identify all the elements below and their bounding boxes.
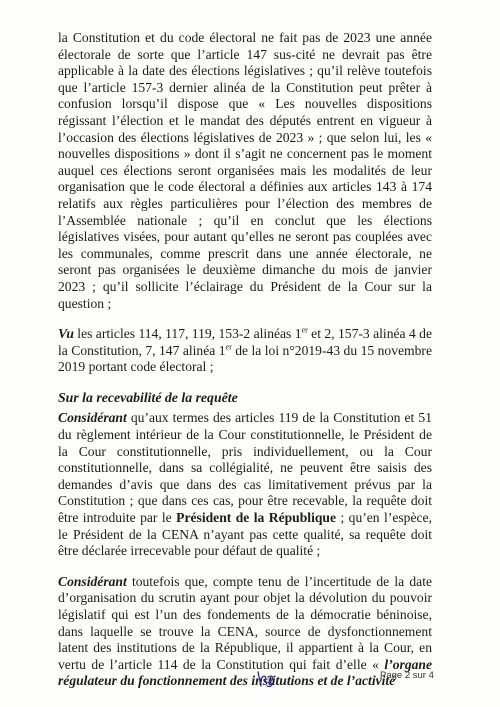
paragraph-considerant-2 — [58, 574, 432, 690]
superscript-er-2: er — [225, 342, 232, 352]
vu-text-c: de la loi n°2019-43 du 15 novembre 2019 portant code électoral ; — [58, 342, 432, 375]
considerant-1-text-a: qu’aux termes des articles 119 de la Constitution et 51 du règlement intérieur de la Cour constitutionnelle, le Président de la Cour constitutionnelle, pris individuellement, ou la Cour constitutionnelle, dans sa collégialité, ne peuvent être saisis des demandes d’avis que dans des cas limitativement prévus par la Constitution ; que dans ces cas, pour être recevable, la requête doit être introduite par le — [58, 410, 432, 526]
paragraph-context: la Constitution et du code électoral ne fait pas de 2023 une année électorale de sorte que l’article 147 sus-cité ne devrait pas être applicable à la date des élections législatives ; qu’il relève toutefois que l’article 157-3 dernier alinéa de la Constitution peut prêter à confusion lorsqu’il dispose que « Les nouvelles dispositions régissant l’élection et le mandat des députés entrent en vigueur à l’occasion des élections législatives de 2023 » ; que selon lui, les « nouvelles dispositions » dont il s’agit ne concernent pas le moment auquel ces élections seront organisées mais les modalités de leur organisation que le code électoral a définies aux articles 143 à 174 relatifs aux règles particulières pour l’élection des membres de l’Assemblée nationale ; qu’il en conclut que les élections législatives visées, pour autant qu’elles ne seront pas couplées avec les communales, comme prescrit dans une année électorale, ne seront pas organisées le deuxième dimanche du mois de janvier 2023 ; qu’il sollicite l’éclairage du Président de la Cour sur la question ; — [58, 30, 432, 311]
paragraph-vu — [58, 326, 432, 376]
paragraph-gap — [58, 560, 432, 574]
vu-text-b: et 2, 157-3 alinéa 4 de la Constitution, 7, 147 alinéa 1 — [58, 326, 432, 358]
vu-label: Vu — [58, 326, 74, 342]
considerant-label: Considérant — [58, 410, 127, 426]
document-body — [58, 30, 432, 690]
paragraph-gap — [58, 376, 432, 390]
handwritten-initials-icon — [255, 668, 279, 690]
considerant-label: Considérant — [58, 573, 127, 589]
superscript-er-1: er — [301, 325, 308, 335]
vu-text-a: les articles 114, 117, 119, 153-2 alinéas 1 — [73, 326, 302, 342]
page-number: Page 2 sur 4 — [380, 670, 434, 681]
president-republique-bold: Président de la République — [176, 510, 336, 526]
considerant-2-text-a: toutefois que, compte tenu de l’incertitude de la date d’organisation du scrutin ayant pour objet la dévolution du pouvoir législatif qui est l’un des fondements de la démocratie béninoise, dans laquelle se trouve la CENA, source de dysfonctionnement latent des institutions de la République, il appartient à la Cour, en vertu de l’article 114 de la Constitution qui fait d’elle « — [58, 573, 432, 672]
paragraph-considerant-1 — [58, 410, 432, 559]
section-heading: Sur la recevabilité de la requête — [58, 389, 238, 405]
considerant-1-text-b: ; qu’en l’espèce, le Président de la CENA n’ayant pas cette qualité, sa requête doit être déclarée irrecevable pour défaut de qualité ; — [58, 510, 432, 559]
organe-regulateur-emphasis: l’organe régulateur du fonctionnement des institutions et de l’activité — [58, 656, 432, 689]
paragraph-gap — [58, 312, 432, 326]
